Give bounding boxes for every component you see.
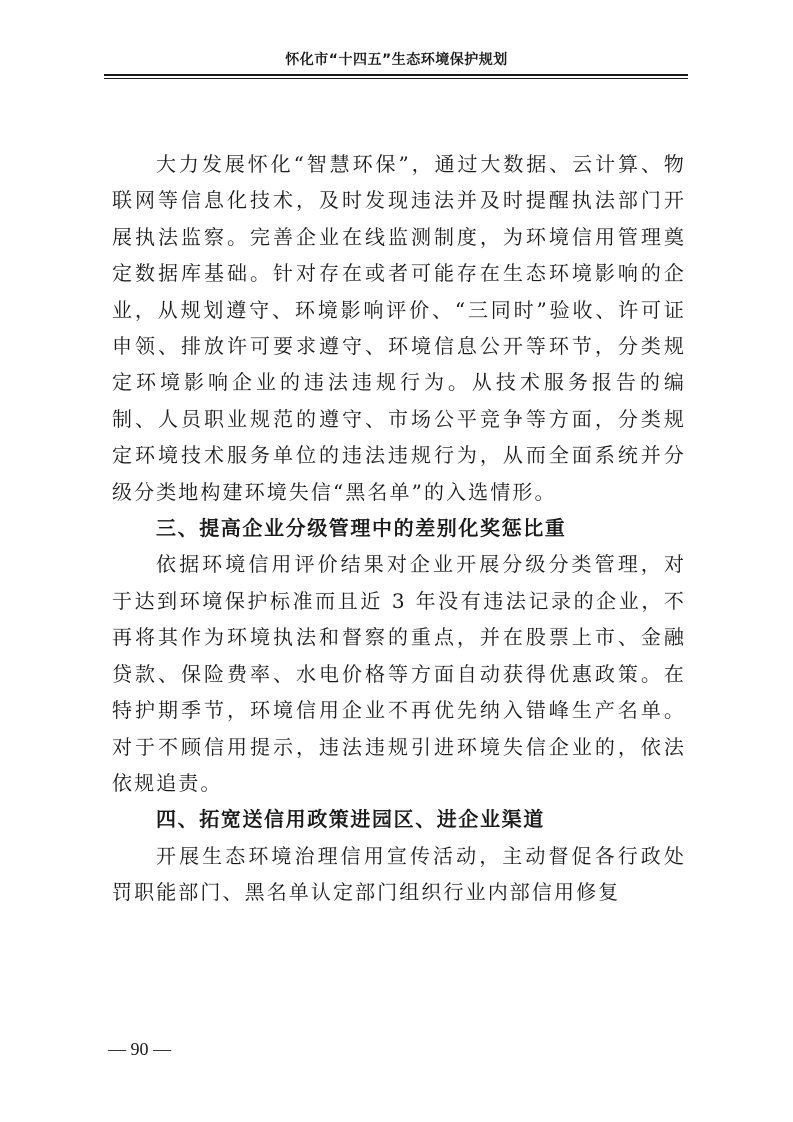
document-body	[112, 146, 686, 911]
paragraph-graded-management: 依据环境信用评价结果对企业开展分级分类管理，对于达到环境保护标准而且近 3 年没有违法记录的企业，不再将其作为环境执法和督察的重点，并在股票上市、金融贷款、保险费率、水电价格等方面自动获得优惠政策。在特护期季节，环境信用企业不再优先纳入错峰生产名单。对于不顾信用提示，违法违规引进环境失信企业的，依法依规追责。	[112, 552, 686, 795]
paragraph-smart-environmental-protection: 大力发展怀化“智慧环保”，通过大数据、云计算、物联网等信息化技术，及时发现违法并及时提醒执法部门开展执法监察。完善企业在线监测制度，为环境信用管理奠定数据库基础。针对存在或者可能存在生态环境影响的企业，从规划遵守、环境影响评价、“三同时”验收、许可证申领、排放许可要求遵守、环境信息公开等环节，分类规定环境影响企业的违法违规行为。从技术服务报告的编制、人员职业规范的遵守、市场公平竞争等方面，分类规定环境技术服务单位的违法违规行为，从而全面系统并分级分类地构建环境失信“黑名单”的入选情形。	[112, 152, 686, 504]
header-rule-thick	[104, 74, 688, 76]
header-rule-thin	[104, 78, 688, 79]
section-heading-3: 三、提高企业分级管理中的差别化奖惩比重	[156, 516, 567, 541]
paragraph-credit-promotion: 开展生态环境治理信用宣传活动，主动督促各行政处罚职能部门、黑名单认定部门组织行业内部信用修复	[112, 843, 686, 905]
document-header-title: 怀化市“十四五”生态环境保护规划	[285, 52, 508, 68]
section-heading-4: 四、拓宽送信用政策进园区、进企业渠道	[156, 807, 545, 832]
page-number: — 90 —	[108, 1039, 171, 1059]
